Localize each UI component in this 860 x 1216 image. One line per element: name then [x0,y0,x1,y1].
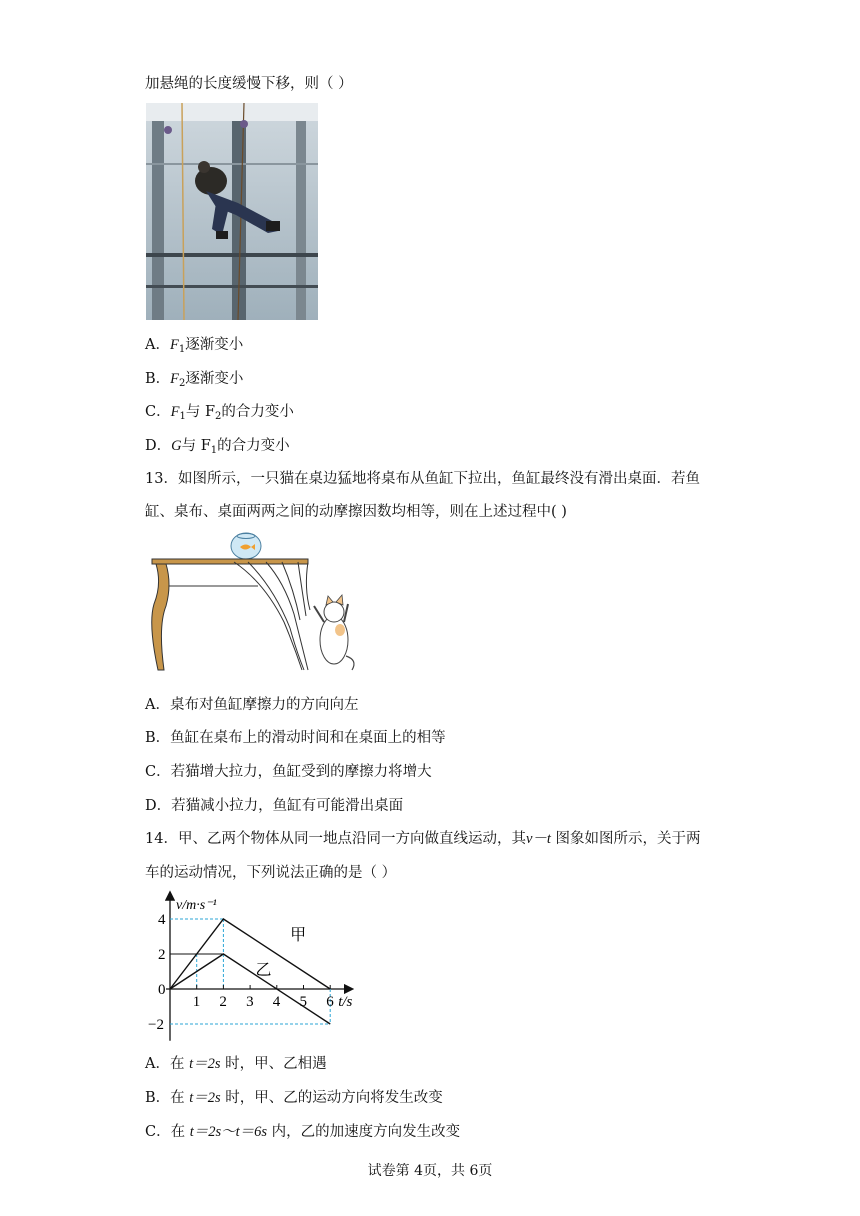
x-tick-label: 4 [272,994,281,1010]
option-math: t＝2s～t＝6s [189,1124,268,1140]
option-text: 时，甲、乙相遇 [220,1056,327,1072]
q14-vt-symbol: v－t [525,831,551,847]
option-text: 的合力变小 [221,404,294,420]
option-symbol: F [170,404,180,420]
q13-option-b: B．鱼缸在桌布上的滑动时间和在桌面上的相等 [145,730,446,746]
y-tick-label: −2 [148,1017,164,1033]
y-tick-label: 2 [158,947,166,963]
q12-option-c [145,400,294,422]
option-subscript: 1 [178,344,186,355]
option-label: C． [145,404,171,420]
y-tick-label: 4 [158,912,166,928]
vt-graph [150,887,370,1047]
option-label: A． [145,337,170,353]
q13-option-c: C．若猫增大拉力，鱼缸受到的摩擦力将增大 [145,764,432,780]
option-mid: 与 F [181,438,211,454]
q13-stem-line2: 缸、桌布、桌面两两之间的动摩擦因数均相等，则在上述过程中( ) [145,504,567,520]
option-label: D． [145,438,172,454]
q14-stem-line1 [145,827,701,848]
option-text: 的合力变小 [217,438,290,454]
q12-option-d [145,434,290,456]
q12-option-a [145,333,243,355]
q13-stem-line1: 13．如图所示，一只猫在桌边猛地将桌布从鱼缸下拉出，鱼缸最终没有滑出桌面．若鱼 [145,471,700,487]
option-subscript: 2 [179,378,186,389]
option-text: 时，甲、乙的运动方向将发生改变 [220,1090,443,1106]
cat-table-illustration [148,530,360,672]
option-label: B． [145,371,171,387]
q13-option-a: A．桌布对鱼缸摩擦力的方向向左 [145,697,359,713]
x-tick-label: 2 [219,994,227,1010]
q14-stem-text-a: 14．甲、乙两个物体从同一地点沿同一方向做直线运动，其 [145,831,526,847]
q14-option-b [145,1086,443,1107]
q14-option-c [145,1120,460,1141]
series-label: 甲 [290,925,307,944]
option-label: B．在 [145,1090,190,1106]
page-footer: 试卷第 4页，共 6页 [367,1163,493,1179]
x-tick-label: 5 [299,994,307,1010]
option-text: 逐渐变小 [185,371,244,387]
q14-option-a [145,1052,327,1073]
q13-option-d: D．若猫减小拉力，鱼缸有可能滑出桌面 [145,798,404,814]
option-text: 逐渐变小 [185,337,244,353]
q14-stem-text-b: 图象如图所示，关于两 [550,831,701,847]
option-subscript: 1 [210,445,218,456]
y-axis-label: v/m·s⁻¹ [176,898,217,913]
series-label: 乙 [255,960,272,979]
option-symbol: F [169,337,179,353]
x-tick-label: 1 [192,994,201,1010]
option-math: t＝2s [189,1090,221,1106]
option-text: 内，乙的加速度方向发生改变 [267,1124,461,1140]
option-math: t＝2s [189,1056,221,1072]
option-subscript: 1 [179,411,186,422]
window-cleaner-photo [146,103,318,320]
option-subscript: 2 [215,411,222,422]
y-tick-label: 0 [158,982,166,998]
x-tick-label: 6 [326,994,334,1010]
option-label: A．在 [145,1056,190,1072]
x-axis-label: t/s [338,994,353,1010]
q12-stem-tail: 加悬绳的长度缓慢下移，则（ ） [145,76,353,92]
x-tick-label: 3 [246,994,254,1010]
option-symbol: G [171,438,182,454]
q12-option-b [145,367,243,389]
option-symbol: F [170,371,180,387]
option-mid: 与 F [185,404,216,420]
option-label: C．在 [145,1124,190,1140]
q14-stem-line2: 车的运动情况，下列说法正确的是（ ） [145,865,397,881]
